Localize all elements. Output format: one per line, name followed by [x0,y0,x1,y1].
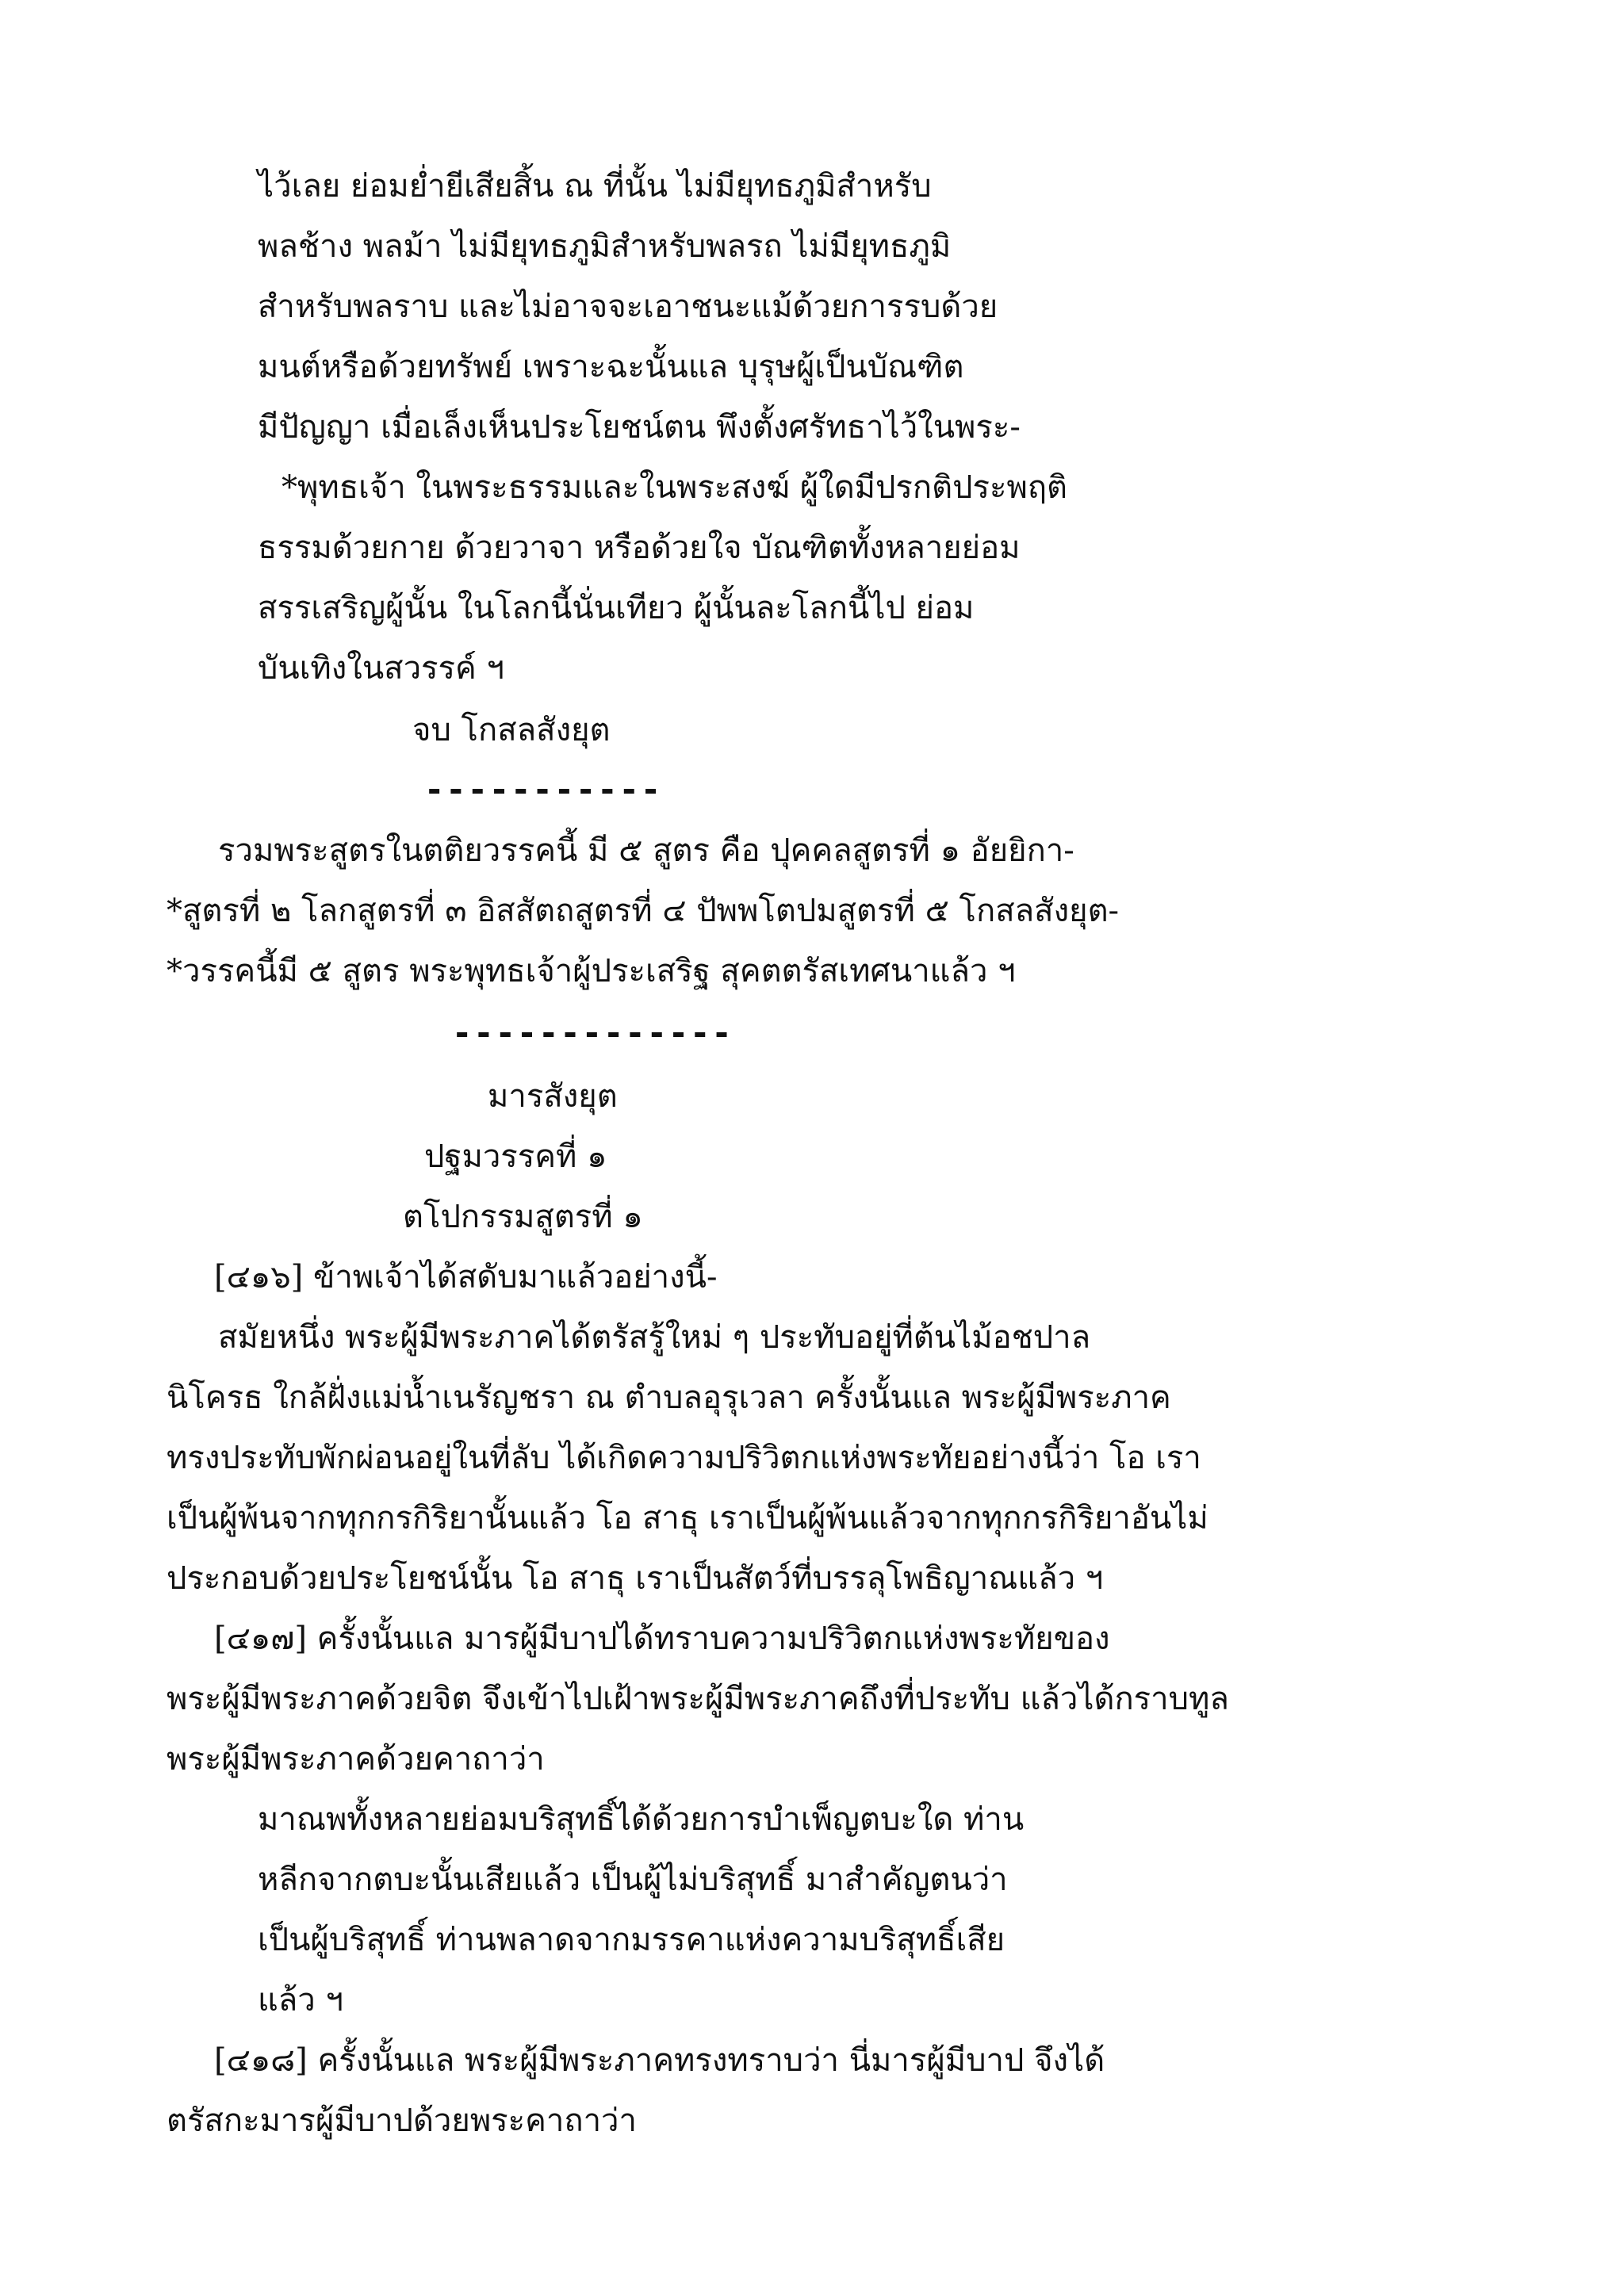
verse-line: หลีกจากตบะนั้นเสียแล้ว เป็นผู้ไม่บริสุทธิ์ มาสำคัญตนว่า [258,1862,1008,1898]
verse-line: มีปัญญา เมื่อเล็งเห็นประโยชน์ตน พึงตั้งศรัทธาไว้ในพระ- [258,409,1021,446]
paragraph-417-line: พระผู้มีพระภาคด้วยจิต จึงเข้าไปเฝ้าพระผู้มีพระภาคถึงที่ประทับ แล้วได้กราบทูล [167,1681,1229,1717]
summary-line: รวมพระสูตรในตติยวรรคนี้ มี ๕ สูตร คือ ปุคคลสูตรที่ ๑ อัยยิกา- [218,832,1074,869]
verse-line: เป็นผู้บริสุทธิ์ ท่านพลาดจากมรรคาแห่งความบริสุทธิ์เสีย [258,1922,1005,1958]
verse-line: บันเทิงในสวรรค์ ฯ [258,650,504,687]
paragraph-line: เป็นผู้พ้นจากทุกกรกิริยานั้นแล้ว โอ สาธุ เราเป็นผู้พ้นแล้วจากทุกกรกิริยาอันไม่ [167,1500,1208,1536]
paragraph-417-line: [๔๑๗] ครั้งนั้นแล มารผู้มีบาปได้ทราบความปริวิตกแห่งพระทัยของ [214,1621,1110,1657]
verse-line: มนต์หรือด้วยทรัพย์ เพราะฉะนั้นแล บุรุษผู้เป็นบัณฑิต [258,349,964,385]
summary-line: *วรรคนี้มี ๕ สูตร พระพุทธเจ้าผู้ประเสริฐ สุคตตรัสเทศนาแล้ว ฯ [167,953,1016,989]
verse-line: มาณพทั้งหลายย่อมบริสุทธิ์ได้ด้วยการบำเพ็ญตบะใด ท่าน [258,1801,1025,1838]
verse-line: สรรเสริญผู้นั้น ในโลกนี้นั่นเทียว ผู้นั้นละโลกนี้ไป ย่อม [258,590,975,626]
verse-line: *พุทธเจ้า ในพระธรรมและในพระสงฆ์ ผู้ใดมีปรกติประพฤติ [282,469,1068,506]
paragraph-418-line: [๔๑๘] ครั้งนั้นแล พระผู้มีพระภาคทรงทราบว่า นี่มารผู้มีบาป จึงได้ [214,2042,1105,2079]
paragraph-line: สมัยหนึ่ง พระผู้มีพระภาคได้ตรัสรู้ใหม่ ๆ ประทับอยู่ที่ต้นไม้อชปาล [218,1319,1091,1356]
divider: ------------- [452,1013,733,1052]
verse-line: สำหรับพลราบ และไม่อาจจะเอาชนะแม้ด้วยการรบด้วย [258,289,998,325]
paragraph-line: ทรงประทับพักผ่อนอยู่ในที่ลับ ได้เกิดความปริวิตกแห่งพระทัยอย่างนี้ว่า โอ เรา [167,1440,1201,1476]
section-title: มารสังยุต [488,1078,618,1115]
end-title: จบ โกสลสังยุต [412,712,611,748]
paragraph-416-intro: [๔๑๖] ข้าพเจ้าได้สดับมาแล้วอย่างนี้- [214,1259,718,1295]
verse-line: แล้ว ฯ [258,1982,343,2019]
divider: ----------- [424,770,663,809]
verse-line: พลช้าง พลม้า ไม่มียุทธภูมิสำหรับพลรถ ไม่มียุทธภูมิ [258,228,952,265]
verse-line: ไว้เลย ย่อมย่ำยีเสียสิ้น ณ ที่นั้น ไม่มียุทธภูมิสำหรับ [258,168,932,205]
paragraph-417-line: พระผู้มีพระภาคด้วยคาถาว่า [167,1741,545,1777]
sutta-title: ตโปกรรมสูตรที่ ๑ [403,1199,643,1235]
summary-line: *สูตรที่ ๒ โลกสูตรที่ ๓ อิสสัตถสูตรที่ ๔ ปัพพโตปมสูตรที่ ๕ โกสลสังยุต- [167,893,1120,929]
paragraph-line: นิโครธ ใกล้ฝั่งแม่น้ำเนรัญชรา ณ ตำบลอุรุเวลา ครั้งนั้นแล พระผู้มีพระภาค [167,1380,1171,1416]
verse-line: ธรรมด้วยกาย ด้วยวาจา หรือด้วยใจ บัณฑิตทั้งหลายย่อม [258,530,1021,566]
paragraph-line: ประกอบด้วยประโยชน์นั้น โอ สาธุ เราเป็นสัตว์ที่บรรลุโพธิญาณแล้ว ฯ [167,1560,1104,1597]
paragraph-418-line: ตรัสกะมารผู้มีบาปด้วยพระคาถาว่า [167,2103,637,2139]
chapter-title: ปฐมวรรคที่ ๑ [424,1138,607,1175]
